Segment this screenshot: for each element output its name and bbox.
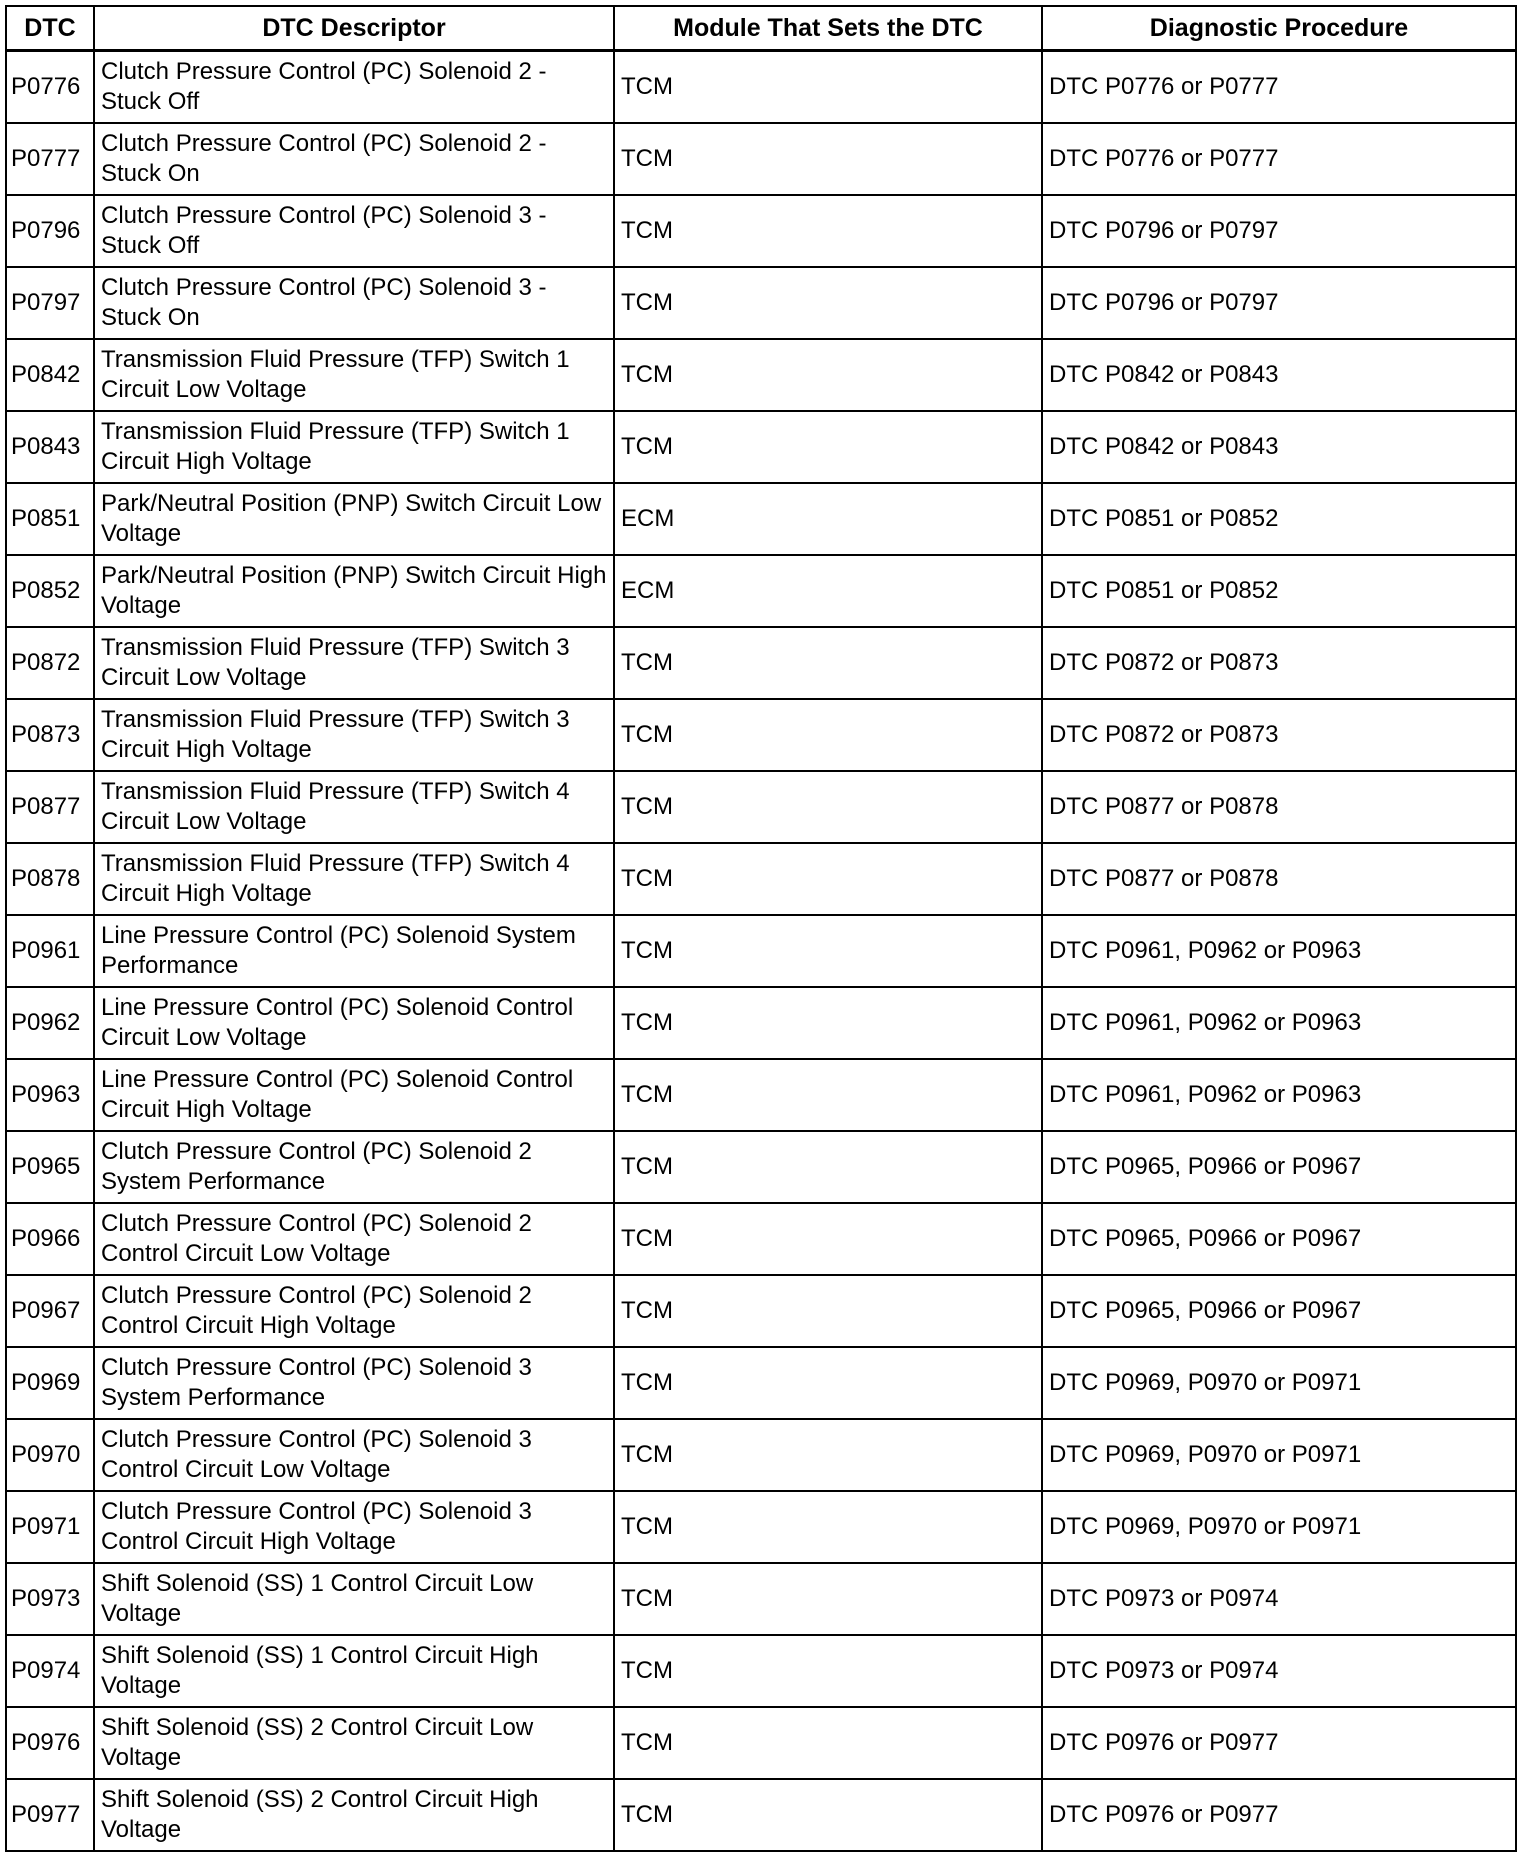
table-row: [6, 123, 1516, 195]
module-cell: TCM: [614, 1131, 1042, 1203]
diagnostic-procedure-cell: DTC P0842 or P0843: [1042, 339, 1516, 411]
module-cell: TCM: [614, 1707, 1042, 1779]
table-row: [6, 267, 1516, 339]
table-row: [6, 1059, 1516, 1131]
table-row: [6, 627, 1516, 699]
table-row: [6, 987, 1516, 1059]
module-cell: TCM: [614, 51, 1042, 124]
table-row: [6, 51, 1516, 124]
header-row: [6, 6, 1516, 51]
header-descriptor: DTC Descriptor: [94, 6, 614, 51]
header-dtc: DTC: [6, 6, 94, 51]
dtc-descriptor-cell: Clutch Pressure Control (PC) Solenoid 3 Control Circuit Low Voltage: [94, 1419, 614, 1491]
dtc-code-cell: P0796: [6, 195, 94, 267]
dtc-descriptor-cell: Transmission Fluid Pressure (TFP) Switch 1 Circuit High Voltage: [94, 411, 614, 483]
table-row: [6, 1203, 1516, 1275]
dtc-code-cell: P0974: [6, 1635, 94, 1707]
diagnostic-procedure-cell: DTC P0965, P0966 or P0967: [1042, 1275, 1516, 1347]
header-module: Module That Sets the DTC: [614, 6, 1042, 51]
dtc-descriptor-cell: Park/Neutral Position (PNP) Switch Circuit Low Voltage: [94, 483, 614, 555]
table-row: [6, 1563, 1516, 1635]
diagnostic-procedure-cell: DTC P0796 or P0797: [1042, 195, 1516, 267]
module-cell: TCM: [614, 843, 1042, 915]
dtc-descriptor-cell: Line Pressure Control (PC) Solenoid Control Circuit High Voltage: [94, 1059, 614, 1131]
module-cell: TCM: [614, 1059, 1042, 1131]
dtc-descriptor-cell: Shift Solenoid (SS) 1 Control Circuit Low Voltage: [94, 1563, 614, 1635]
module-cell: TCM: [614, 1491, 1042, 1563]
table-row: [6, 915, 1516, 987]
table-row: [6, 339, 1516, 411]
dtc-code-cell: P0970: [6, 1419, 94, 1491]
module-cell: TCM: [614, 1203, 1042, 1275]
diagnostic-procedure-cell: DTC P0796 or P0797: [1042, 267, 1516, 339]
diagnostic-procedure-cell: DTC P0776 or P0777: [1042, 51, 1516, 124]
dtc-code-cell: P0797: [6, 267, 94, 339]
module-cell: TCM: [614, 267, 1042, 339]
diagnostic-procedure-cell: DTC P0776 or P0777: [1042, 123, 1516, 195]
module-cell: TCM: [614, 699, 1042, 771]
diagnostic-procedure-cell: DTC P0877 or P0878: [1042, 843, 1516, 915]
module-cell: ECM: [614, 555, 1042, 627]
dtc-code-cell: P0776: [6, 51, 94, 124]
diagnostic-procedure-cell: DTC P0961, P0962 or P0963: [1042, 987, 1516, 1059]
diagnostic-procedure-cell: DTC P0961, P0962 or P0963: [1042, 915, 1516, 987]
table-row: [6, 699, 1516, 771]
dtc-code-cell: P0872: [6, 627, 94, 699]
module-cell: TCM: [614, 987, 1042, 1059]
dtc-code-cell: P0961: [6, 915, 94, 987]
dtc-code-cell: P0873: [6, 699, 94, 771]
header-procedure: Diagnostic Procedure: [1042, 6, 1516, 51]
diagnostic-procedure-cell: DTC P0965, P0966 or P0967: [1042, 1131, 1516, 1203]
table-body: [6, 51, 1516, 1852]
diagnostic-procedure-cell: DTC P0851 or P0852: [1042, 555, 1516, 627]
dtc-descriptor-cell: Park/Neutral Position (PNP) Switch Circuit High Voltage: [94, 555, 614, 627]
module-cell: TCM: [614, 1779, 1042, 1851]
dtc-descriptor-cell: Shift Solenoid (SS) 1 Control Circuit High Voltage: [94, 1635, 614, 1707]
diagnostic-procedure-cell: DTC P0961, P0962 or P0963: [1042, 1059, 1516, 1131]
module-cell: TCM: [614, 627, 1042, 699]
module-cell: TCM: [614, 771, 1042, 843]
dtc-code-cell: P0977: [6, 1779, 94, 1851]
module-cell: TCM: [614, 1635, 1042, 1707]
dtc-descriptor-cell: Line Pressure Control (PC) Solenoid System Performance: [94, 915, 614, 987]
module-cell: TCM: [614, 123, 1042, 195]
table-row: [6, 1275, 1516, 1347]
table-row: [6, 1491, 1516, 1563]
dtc-code-cell: P0777: [6, 123, 94, 195]
dtc-descriptor-cell: Shift Solenoid (SS) 2 Control Circuit Low Voltage: [94, 1707, 614, 1779]
dtc-descriptor-cell: Clutch Pressure Control (PC) Solenoid 3 - Stuck On: [94, 267, 614, 339]
table-row: [6, 1347, 1516, 1419]
table-row: [6, 771, 1516, 843]
diagnostic-procedure-cell: DTC P0969, P0970 or P0971: [1042, 1419, 1516, 1491]
diagnostic-procedure-cell: DTC P0976 or P0977: [1042, 1707, 1516, 1779]
dtc-descriptor-cell: Clutch Pressure Control (PC) Solenoid 2 - Stuck On: [94, 123, 614, 195]
dtc-code-cell: P0852: [6, 555, 94, 627]
dtc-descriptor-cell: Clutch Pressure Control (PC) Solenoid 2 Control Circuit High Voltage: [94, 1275, 614, 1347]
dtc-code-cell: P0967: [6, 1275, 94, 1347]
diagnostic-procedure-cell: DTC P0969, P0970 or P0971: [1042, 1491, 1516, 1563]
dtc-descriptor-cell: Clutch Pressure Control (PC) Solenoid 2 Control Circuit Low Voltage: [94, 1203, 614, 1275]
diagnostic-procedure-cell: DTC P0872 or P0873: [1042, 627, 1516, 699]
dtc-code-cell: P0842: [6, 339, 94, 411]
dtc-descriptor-cell: Transmission Fluid Pressure (TFP) Switch 4 Circuit High Voltage: [94, 843, 614, 915]
table-row: [6, 843, 1516, 915]
module-cell: ECM: [614, 483, 1042, 555]
diagnostic-procedure-cell: DTC P0872 or P0873: [1042, 699, 1516, 771]
dtc-descriptor-cell: Clutch Pressure Control (PC) Solenoid 3 - Stuck Off: [94, 195, 614, 267]
dtc-code-cell: P0971: [6, 1491, 94, 1563]
diagnostic-procedure-cell: DTC P0973 or P0974: [1042, 1563, 1516, 1635]
table-row: [6, 555, 1516, 627]
dtc-descriptor-cell: Transmission Fluid Pressure (TFP) Switch 1 Circuit Low Voltage: [94, 339, 614, 411]
dtc-code-cell: P0966: [6, 1203, 94, 1275]
diagnostic-procedure-cell: DTC P0965, P0966 or P0967: [1042, 1203, 1516, 1275]
module-cell: TCM: [614, 411, 1042, 483]
module-cell: TCM: [614, 1563, 1042, 1635]
dtc-descriptor-cell: Clutch Pressure Control (PC) Solenoid 3 System Performance: [94, 1347, 614, 1419]
dtc-code-cell: P0963: [6, 1059, 94, 1131]
table-row: [6, 1419, 1516, 1491]
dtc-descriptor-cell: Line Pressure Control (PC) Solenoid Control Circuit Low Voltage: [94, 987, 614, 1059]
dtc-descriptor-cell: Transmission Fluid Pressure (TFP) Switch 3 Circuit High Voltage: [94, 699, 614, 771]
dtc-code-cell: P0877: [6, 771, 94, 843]
table-header: [6, 6, 1516, 51]
dtc-code-cell: P0851: [6, 483, 94, 555]
module-cell: TCM: [614, 915, 1042, 987]
diagnostic-procedure-cell: DTC P0969, P0970 or P0971: [1042, 1347, 1516, 1419]
module-cell: TCM: [614, 195, 1042, 267]
dtc-descriptor-cell: Transmission Fluid Pressure (TFP) Switch 3 Circuit Low Voltage: [94, 627, 614, 699]
diagnostic-procedure-cell: DTC P0973 or P0974: [1042, 1635, 1516, 1707]
module-cell: TCM: [614, 1275, 1042, 1347]
dtc-code-cell: P0878: [6, 843, 94, 915]
module-cell: TCM: [614, 339, 1042, 411]
table-row: [6, 1779, 1516, 1851]
diagnostic-procedure-cell: DTC P0842 or P0843: [1042, 411, 1516, 483]
dtc-code-cell: P0976: [6, 1707, 94, 1779]
dtc-code-cell: P0965: [6, 1131, 94, 1203]
table-row: [6, 195, 1516, 267]
table-row: [6, 1707, 1516, 1779]
module-cell: TCM: [614, 1347, 1042, 1419]
dtc-descriptor-cell: Clutch Pressure Control (PC) Solenoid 2 - Stuck Off: [94, 51, 614, 124]
table-row: [6, 411, 1516, 483]
dtc-descriptor-cell: Shift Solenoid (SS) 2 Control Circuit High Voltage: [94, 1779, 614, 1851]
dtc-code-cell: P0843: [6, 411, 94, 483]
dtc-code-cell: P0962: [6, 987, 94, 1059]
dtc-table: [5, 5, 1517, 1852]
diagnostic-procedure-cell: DTC P0851 or P0852: [1042, 483, 1516, 555]
table-row: [6, 483, 1516, 555]
diagnostic-procedure-cell: DTC P0877 or P0878: [1042, 771, 1516, 843]
dtc-descriptor-cell: Clutch Pressure Control (PC) Solenoid 3 Control Circuit High Voltage: [94, 1491, 614, 1563]
dtc-descriptor-cell: Transmission Fluid Pressure (TFP) Switch 4 Circuit Low Voltage: [94, 771, 614, 843]
dtc-code-cell: P0973: [6, 1563, 94, 1635]
diagnostic-procedure-cell: DTC P0976 or P0977: [1042, 1779, 1516, 1851]
dtc-descriptor-cell: Clutch Pressure Control (PC) Solenoid 2 System Performance: [94, 1131, 614, 1203]
table-row: [6, 1131, 1516, 1203]
dtc-code-cell: P0969: [6, 1347, 94, 1419]
table-row: [6, 1635, 1516, 1707]
module-cell: TCM: [614, 1419, 1042, 1491]
